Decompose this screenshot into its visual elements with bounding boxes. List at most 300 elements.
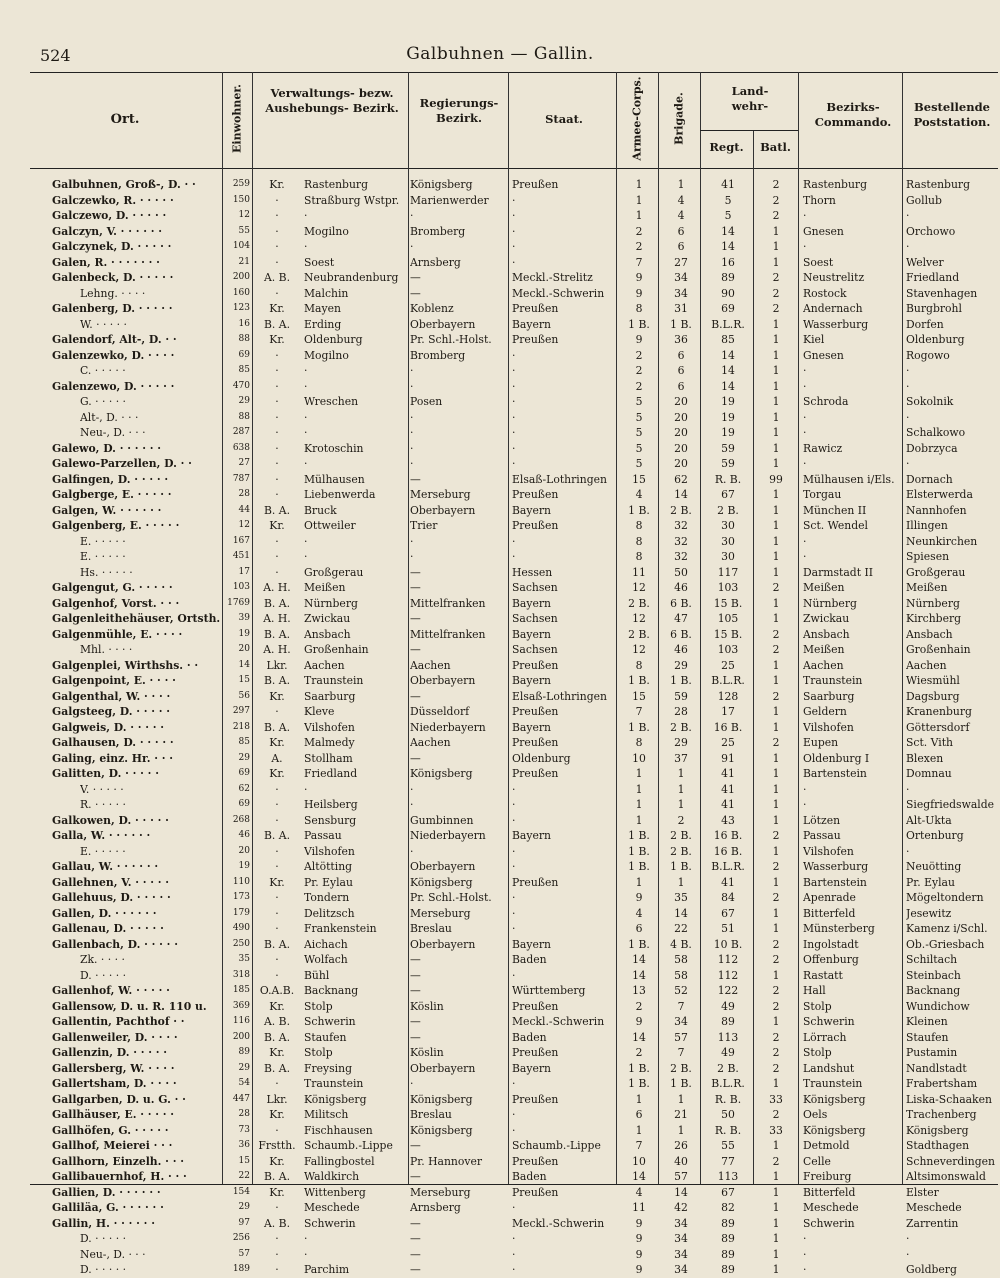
- admin-district: ·: [304, 209, 308, 222]
- landwehr-regiment: 67: [721, 1185, 735, 1199]
- table-row: [0, 301, 1000, 317]
- table-row: [0, 286, 1000, 302]
- district-type: A.: [271, 751, 283, 765]
- population: 29: [238, 1202, 250, 1212]
- admin-district: Friedland: [304, 767, 358, 780]
- district-command: Geldern: [803, 705, 847, 718]
- landwehr-battalion: 1: [772, 1170, 780, 1183]
- table-row: [0, 193, 1000, 209]
- state: Preußen: [512, 333, 559, 346]
- landwehr-regiment: 67: [721, 488, 735, 501]
- place-name: Galenzewo, D. · · · · ·: [52, 379, 175, 393]
- army-corps: 11: [632, 1201, 646, 1214]
- landwehr-battalion: 1: [772, 1216, 780, 1230]
- place-name: Galen, R. · · · · · · ·: [52, 255, 160, 269]
- table-row: [0, 1061, 1000, 1077]
- government-district: —: [410, 612, 421, 625]
- table-row: [0, 875, 1000, 891]
- population: 287: [232, 427, 250, 437]
- post-station: Ortenburg: [906, 829, 964, 842]
- district-command: Aachen: [803, 658, 844, 672]
- landwehr-battalion: 1: [772, 906, 780, 920]
- place-name: Gallehuus, D. · · · · ·: [52, 891, 171, 904]
- place-name: Gallensow, D. u. R. 110 u.: [52, 999, 207, 1013]
- place-name: Galgenplei, Wirthshs. · ·: [52, 658, 199, 672]
- government-district: Oberbayern: [410, 503, 476, 517]
- district-command: Rastatt: [803, 968, 843, 982]
- army-corps: 1 B.: [628, 844, 650, 858]
- post-station: Nannhofen: [906, 503, 967, 517]
- district-command: ·: [803, 550, 807, 563]
- district-command: ·: [803, 1247, 807, 1261]
- population: 123: [232, 303, 250, 313]
- table-row: [0, 177, 1000, 193]
- landwehr-battalion: 1: [772, 1201, 780, 1214]
- army-corps: 1: [635, 1092, 643, 1106]
- army-corps: 5: [635, 441, 643, 455]
- table-row: [0, 255, 1000, 271]
- district-type: B. A.: [263, 674, 291, 687]
- brigade: 52: [674, 984, 688, 997]
- army-corps: 7: [635, 1139, 643, 1152]
- state: ·: [512, 891, 516, 904]
- landwehr-battalion: 1: [772, 767, 780, 780]
- district-type: A. B.: [263, 271, 291, 284]
- landwehr-battalion: 2: [772, 178, 780, 191]
- landwehr-regiment: 59: [721, 441, 735, 455]
- landwehr-battalion: 1: [772, 1139, 780, 1152]
- government-district: ·: [410, 441, 414, 455]
- landwehr-battalion: 1: [772, 705, 780, 718]
- landwehr-battalion: 1: [772, 240, 780, 253]
- brigade: 28: [674, 705, 688, 718]
- district-type: B. A.: [263, 1030, 291, 1044]
- state: Preußen: [512, 1185, 559, 1199]
- government-district: —: [410, 643, 421, 656]
- landwehr-battalion: 2: [772, 286, 780, 300]
- table-row: [0, 859, 1000, 875]
- population: 318: [232, 969, 250, 980]
- government-district: Arnsberg: [410, 1201, 461, 1214]
- table-row: [0, 565, 1000, 581]
- population: 39: [238, 613, 250, 623]
- post-station: Staufen: [906, 1030, 949, 1044]
- place-name: Zk. · · · ·: [80, 953, 125, 966]
- admin-district: Waldkirch: [304, 1170, 360, 1183]
- district-command: Gnesen: [803, 348, 844, 362]
- post-station: Stavenhagen: [906, 286, 978, 300]
- army-corps: 1: [635, 193, 643, 207]
- population: 97: [238, 1217, 250, 1228]
- post-station: Dornach: [906, 472, 953, 486]
- brigade: 34: [674, 1232, 688, 1245]
- state: Preußen: [512, 767, 559, 780]
- brigade: 42: [674, 1201, 688, 1214]
- army-corps: 1 B.: [628, 720, 650, 734]
- table-row: [0, 890, 1000, 906]
- table-row: [0, 1014, 1000, 1030]
- district-type: ·: [275, 968, 279, 982]
- government-district: ·: [410, 240, 414, 253]
- landwehr-regiment: 19: [721, 410, 735, 424]
- post-station: Elsterwerda: [906, 488, 973, 501]
- district-command: Ansbach: [803, 627, 850, 641]
- landwehr-battalion: 1: [772, 224, 780, 238]
- landwehr-regiment: 89: [721, 1015, 735, 1028]
- district-command: Meschede: [803, 1201, 859, 1214]
- table-row: [0, 921, 1000, 937]
- post-station: Wiesmühl: [906, 674, 960, 687]
- post-station: ·: [906, 457, 910, 470]
- admin-district: Zwickau: [304, 612, 351, 625]
- government-district: —: [410, 1170, 421, 1183]
- landwehr-battalion: 33: [769, 1123, 783, 1137]
- army-corps: 1: [635, 1123, 643, 1137]
- district-type: ·: [275, 209, 279, 222]
- table-row: [0, 720, 1000, 736]
- landwehr-regiment: 113: [717, 1030, 739, 1044]
- landwehr-battalion: 2: [772, 937, 780, 951]
- landwehr-subrule: [700, 130, 798, 131]
- brigade: 34: [674, 271, 688, 284]
- post-station: Backnang: [906, 984, 961, 997]
- government-district: Breslau: [410, 922, 452, 935]
- post-station: Illingen: [906, 519, 948, 532]
- landwehr-battalion: 1: [772, 1263, 780, 1276]
- post-station: ·: [906, 1232, 910, 1245]
- brigade: 47: [674, 612, 688, 625]
- brigade: 1 B.: [670, 317, 692, 331]
- place-name: Galgsteeg, D. · · · · ·: [52, 705, 171, 718]
- government-district: —: [410, 968, 421, 982]
- admin-district: Ansbach: [304, 627, 351, 641]
- government-district: Koblenz: [410, 302, 454, 315]
- place-name: Galendorf, Alt-, D. · ·: [52, 333, 177, 346]
- admin-district: Altötting: [304, 860, 353, 873]
- army-corps: 1 B.: [628, 674, 650, 687]
- brigade: 14: [674, 488, 688, 501]
- brigade: 14: [674, 1185, 688, 1199]
- landwehr-battalion: 99: [769, 472, 783, 486]
- brigade: 20: [674, 441, 688, 455]
- brigade: 7: [677, 999, 685, 1013]
- place-name: Gallenzin, D. · · · · ·: [52, 1046, 168, 1059]
- brigade: 20: [674, 410, 688, 424]
- place-name: Galgberge, E. · · · · ·: [52, 488, 172, 501]
- admin-district: Wreschen: [304, 395, 359, 408]
- population: 369: [232, 1000, 250, 1011]
- district-command: Andernach: [803, 302, 863, 315]
- state: ·: [512, 395, 516, 408]
- post-station: Königsberg: [906, 1123, 969, 1137]
- place-name: D. · · · · ·: [80, 968, 127, 982]
- landwehr-regiment: 49: [721, 999, 735, 1013]
- army-corps: 2: [635, 224, 643, 238]
- army-corps: 1 B.: [628, 860, 650, 873]
- population: 29: [238, 1062, 250, 1073]
- place-name: Gallhof, Meierei · · ·: [52, 1139, 173, 1152]
- district-command: ·: [803, 798, 807, 811]
- table-row: [0, 968, 1000, 984]
- place-name: V. · · · · ·: [80, 782, 124, 796]
- government-district: —: [410, 689, 421, 703]
- army-corps: 4: [635, 906, 643, 920]
- table-row: [0, 952, 1000, 968]
- army-corps: 5: [635, 395, 643, 408]
- landwehr-battalion: 2: [772, 689, 780, 703]
- post-station: Kranenburg: [906, 705, 972, 718]
- admin-district: Frankenstein: [304, 922, 377, 935]
- landwehr-battalion: 1: [772, 333, 780, 346]
- brigade: 59: [674, 689, 688, 703]
- landwehr-battalion: 1: [772, 1247, 780, 1261]
- district-command: Oels: [803, 1108, 828, 1121]
- place-name: Galenbeck, D. · · · · ·: [52, 271, 174, 284]
- landwehr-regiment: 41: [721, 782, 735, 796]
- population: 35: [238, 954, 250, 964]
- brigade: 34: [674, 1247, 688, 1261]
- landwehr-regiment: 43: [721, 813, 735, 827]
- table-row: [0, 1045, 1000, 1061]
- place-name: Galczyn, V. · · · · · ·: [52, 224, 163, 238]
- landwehr-regiment: 41: [721, 767, 735, 780]
- brigade: 34: [674, 1015, 688, 1028]
- admin-district: Schwerin: [304, 1216, 356, 1230]
- landwehr-regiment: 89: [721, 271, 735, 284]
- landwehr-battalion: 33: [769, 1092, 783, 1106]
- state: ·: [512, 782, 516, 796]
- district-type: B. A.: [263, 720, 291, 734]
- army-corps: 9: [635, 1232, 643, 1245]
- landwehr-regiment: 5: [724, 209, 732, 222]
- col-einwohner: Einwohner.: [230, 84, 244, 153]
- brigade: 32: [674, 519, 688, 532]
- army-corps: 2: [635, 348, 643, 362]
- table-row: [0, 906, 1000, 922]
- state: Elsaß-Lothringen: [512, 472, 607, 486]
- table-row: [0, 317, 1000, 333]
- district-command: ·: [803, 534, 807, 548]
- landwehr-regiment: 122: [717, 984, 739, 997]
- landwehr-battalion: 1: [772, 782, 780, 796]
- state: ·: [512, 550, 516, 563]
- army-corps: 2: [635, 379, 643, 393]
- post-station: Dobrzyca: [906, 441, 958, 455]
- government-district: Breslau: [410, 1108, 452, 1121]
- district-command: Vilshofen: [803, 720, 854, 734]
- landwehr-battalion: 1: [772, 488, 780, 501]
- landwehr-regiment: 14: [721, 379, 735, 393]
- government-district: Niederbayern: [410, 720, 486, 734]
- landwehr-regiment: 89: [721, 1247, 735, 1261]
- place-name: Gallenau, D. · · · · ·: [52, 922, 164, 935]
- table-row: [0, 425, 1000, 441]
- post-station: Siegfriedswalde: [906, 798, 995, 811]
- state: Bayern: [512, 720, 551, 734]
- district-type: Frstth.: [258, 1139, 296, 1152]
- government-district: ·: [410, 844, 414, 858]
- place-name: Gallehnen, V. · · · · ·: [52, 875, 170, 889]
- state: Meckl.-Schwerin: [512, 1015, 605, 1028]
- table-row: [0, 1247, 1000, 1263]
- district-type: ·: [275, 224, 279, 238]
- brigade: 2 B.: [670, 844, 692, 858]
- district-command: Thorn: [803, 193, 836, 207]
- government-district: Oberbayern: [410, 674, 476, 687]
- post-station: Trachenberg: [906, 1108, 977, 1121]
- army-corps: 2: [635, 240, 643, 253]
- state: Bayern: [512, 317, 551, 331]
- table-row: [0, 379, 1000, 395]
- landwehr-regiment: 128: [717, 689, 739, 703]
- brigade: 4 B.: [670, 937, 692, 951]
- population: 110: [232, 876, 250, 887]
- state: ·: [512, 1123, 516, 1137]
- population: 85: [238, 737, 250, 747]
- brigade: 58: [674, 953, 688, 966]
- state: Preußen: [512, 999, 559, 1013]
- government-district: Posen: [410, 395, 443, 408]
- landwehr-battalion: 1: [772, 1185, 780, 1199]
- brigade: 46: [674, 581, 688, 594]
- landwehr-regiment: B.L.R.: [711, 674, 745, 687]
- brigade: 6: [677, 240, 685, 253]
- post-station: Altsimonswald: [906, 1170, 986, 1183]
- state: Sachsen: [512, 581, 558, 594]
- army-corps: 15: [632, 472, 646, 486]
- place-name: Galgenberg, E. · · · · ·: [52, 519, 180, 532]
- landwehr-battalion: 2: [772, 209, 780, 222]
- district-command: Hall: [803, 984, 826, 997]
- place-name: Gallhöfen, G. · · · · ·: [52, 1123, 169, 1137]
- table-row: [0, 797, 1000, 813]
- brigade: 6: [677, 379, 685, 393]
- admin-district: ·: [304, 782, 308, 796]
- table-row: [0, 394, 1000, 410]
- army-corps: 1 B.: [628, 829, 650, 842]
- state: Meckl.-Strelitz: [512, 271, 593, 284]
- state: Württemberg: [512, 984, 586, 997]
- post-station: Burgbrohl: [906, 302, 962, 315]
- landwehr-regiment: 67: [721, 906, 735, 920]
- brigade: 31: [674, 302, 688, 315]
- brigade: 4: [677, 209, 685, 222]
- district-command: ·: [803, 209, 807, 222]
- army-corps: 7: [635, 255, 643, 269]
- population: 44: [238, 504, 250, 515]
- army-corps: 1: [635, 875, 643, 889]
- army-corps: 7: [635, 705, 643, 718]
- post-station: ·: [906, 844, 910, 858]
- district-command: Meißen: [803, 643, 845, 656]
- place-name: Galbuhnen, Groß-, D. · ·: [52, 178, 196, 191]
- post-station: Spiesen: [906, 550, 950, 563]
- place-name: Galfingen, D. · · · · ·: [52, 472, 169, 486]
- government-district: —: [410, 1263, 421, 1276]
- admin-district: Aachen: [304, 658, 345, 672]
- population: 29: [238, 396, 250, 406]
- landwehr-regiment: 30: [721, 550, 735, 563]
- brigade: 46: [674, 643, 688, 656]
- army-corps: 14: [632, 953, 646, 966]
- state: Baden: [512, 953, 547, 966]
- brigade: 6: [677, 224, 685, 238]
- state: ·: [512, 922, 516, 935]
- table-row: [0, 456, 1000, 472]
- state: Bayern: [512, 596, 551, 610]
- army-corps: 4: [635, 488, 643, 501]
- district-type: Lkr.: [266, 658, 288, 672]
- landwehr-battalion: 1: [772, 658, 780, 672]
- brigade: 1: [677, 1123, 685, 1137]
- table-row: [0, 813, 1000, 829]
- brigade: 29: [674, 658, 688, 672]
- government-district: Mittelfranken: [410, 596, 486, 610]
- district-type: ·: [275, 472, 279, 486]
- district-type: Kr.: [269, 875, 285, 889]
- government-district: ·: [410, 1077, 414, 1090]
- landwehr-battalion: 2: [772, 302, 780, 315]
- table-row: [0, 782, 1000, 798]
- government-district: —: [410, 1015, 421, 1028]
- government-district: —: [410, 751, 421, 765]
- landwehr-regiment: 15 B.: [713, 596, 743, 610]
- population: 17: [238, 566, 250, 577]
- landwehr-regiment: 15 B.: [713, 627, 743, 641]
- landwehr-battalion: 1: [772, 922, 780, 935]
- district-type: B. A.: [263, 317, 291, 331]
- admin-district: Bruck: [304, 503, 337, 517]
- table-row: [0, 627, 1000, 643]
- table-row: [0, 441, 1000, 457]
- brigade: 1: [677, 782, 685, 796]
- table-row: [0, 1200, 1000, 1216]
- landwehr-regiment: 51: [721, 922, 735, 935]
- post-station: Wundichow: [906, 999, 970, 1013]
- landwehr-regiment: 2 B.: [717, 1061, 739, 1075]
- post-station: Rogowo: [906, 348, 950, 362]
- government-district: ·: [410, 550, 414, 563]
- brigade: 58: [674, 968, 688, 982]
- landwehr-regiment: B.L.R.: [711, 1077, 745, 1090]
- table-row: [0, 983, 1000, 999]
- army-corps: 1 B.: [628, 317, 650, 331]
- district-type: B. A.: [263, 829, 291, 842]
- district-command: Detmold: [803, 1139, 850, 1152]
- admin-district: Meißen: [304, 581, 346, 594]
- landwehr-battalion: 1: [772, 798, 780, 811]
- brigade: 2 B.: [670, 720, 692, 734]
- header-bottom-rule: [30, 168, 998, 169]
- landwehr-regiment: 91: [721, 751, 735, 765]
- army-corps: 1: [635, 178, 643, 191]
- army-corps: 1: [635, 767, 643, 780]
- table-row: [0, 844, 1000, 860]
- col-staat: Staat.: [545, 112, 583, 126]
- table-row: [0, 239, 1000, 255]
- brigade: 20: [674, 395, 688, 408]
- district-type: ·: [275, 534, 279, 548]
- brigade: 29: [674, 736, 688, 749]
- table-row: [0, 1169, 1000, 1185]
- brigade: 26: [674, 1139, 688, 1152]
- admin-district: Nürnberg: [304, 596, 358, 610]
- brigade: 32: [674, 550, 688, 563]
- landwehr-regiment: 82: [721, 1201, 735, 1214]
- government-district: —: [410, 1030, 421, 1044]
- landwehr-battalion: 1: [772, 1232, 780, 1245]
- state: Preußen: [512, 178, 559, 191]
